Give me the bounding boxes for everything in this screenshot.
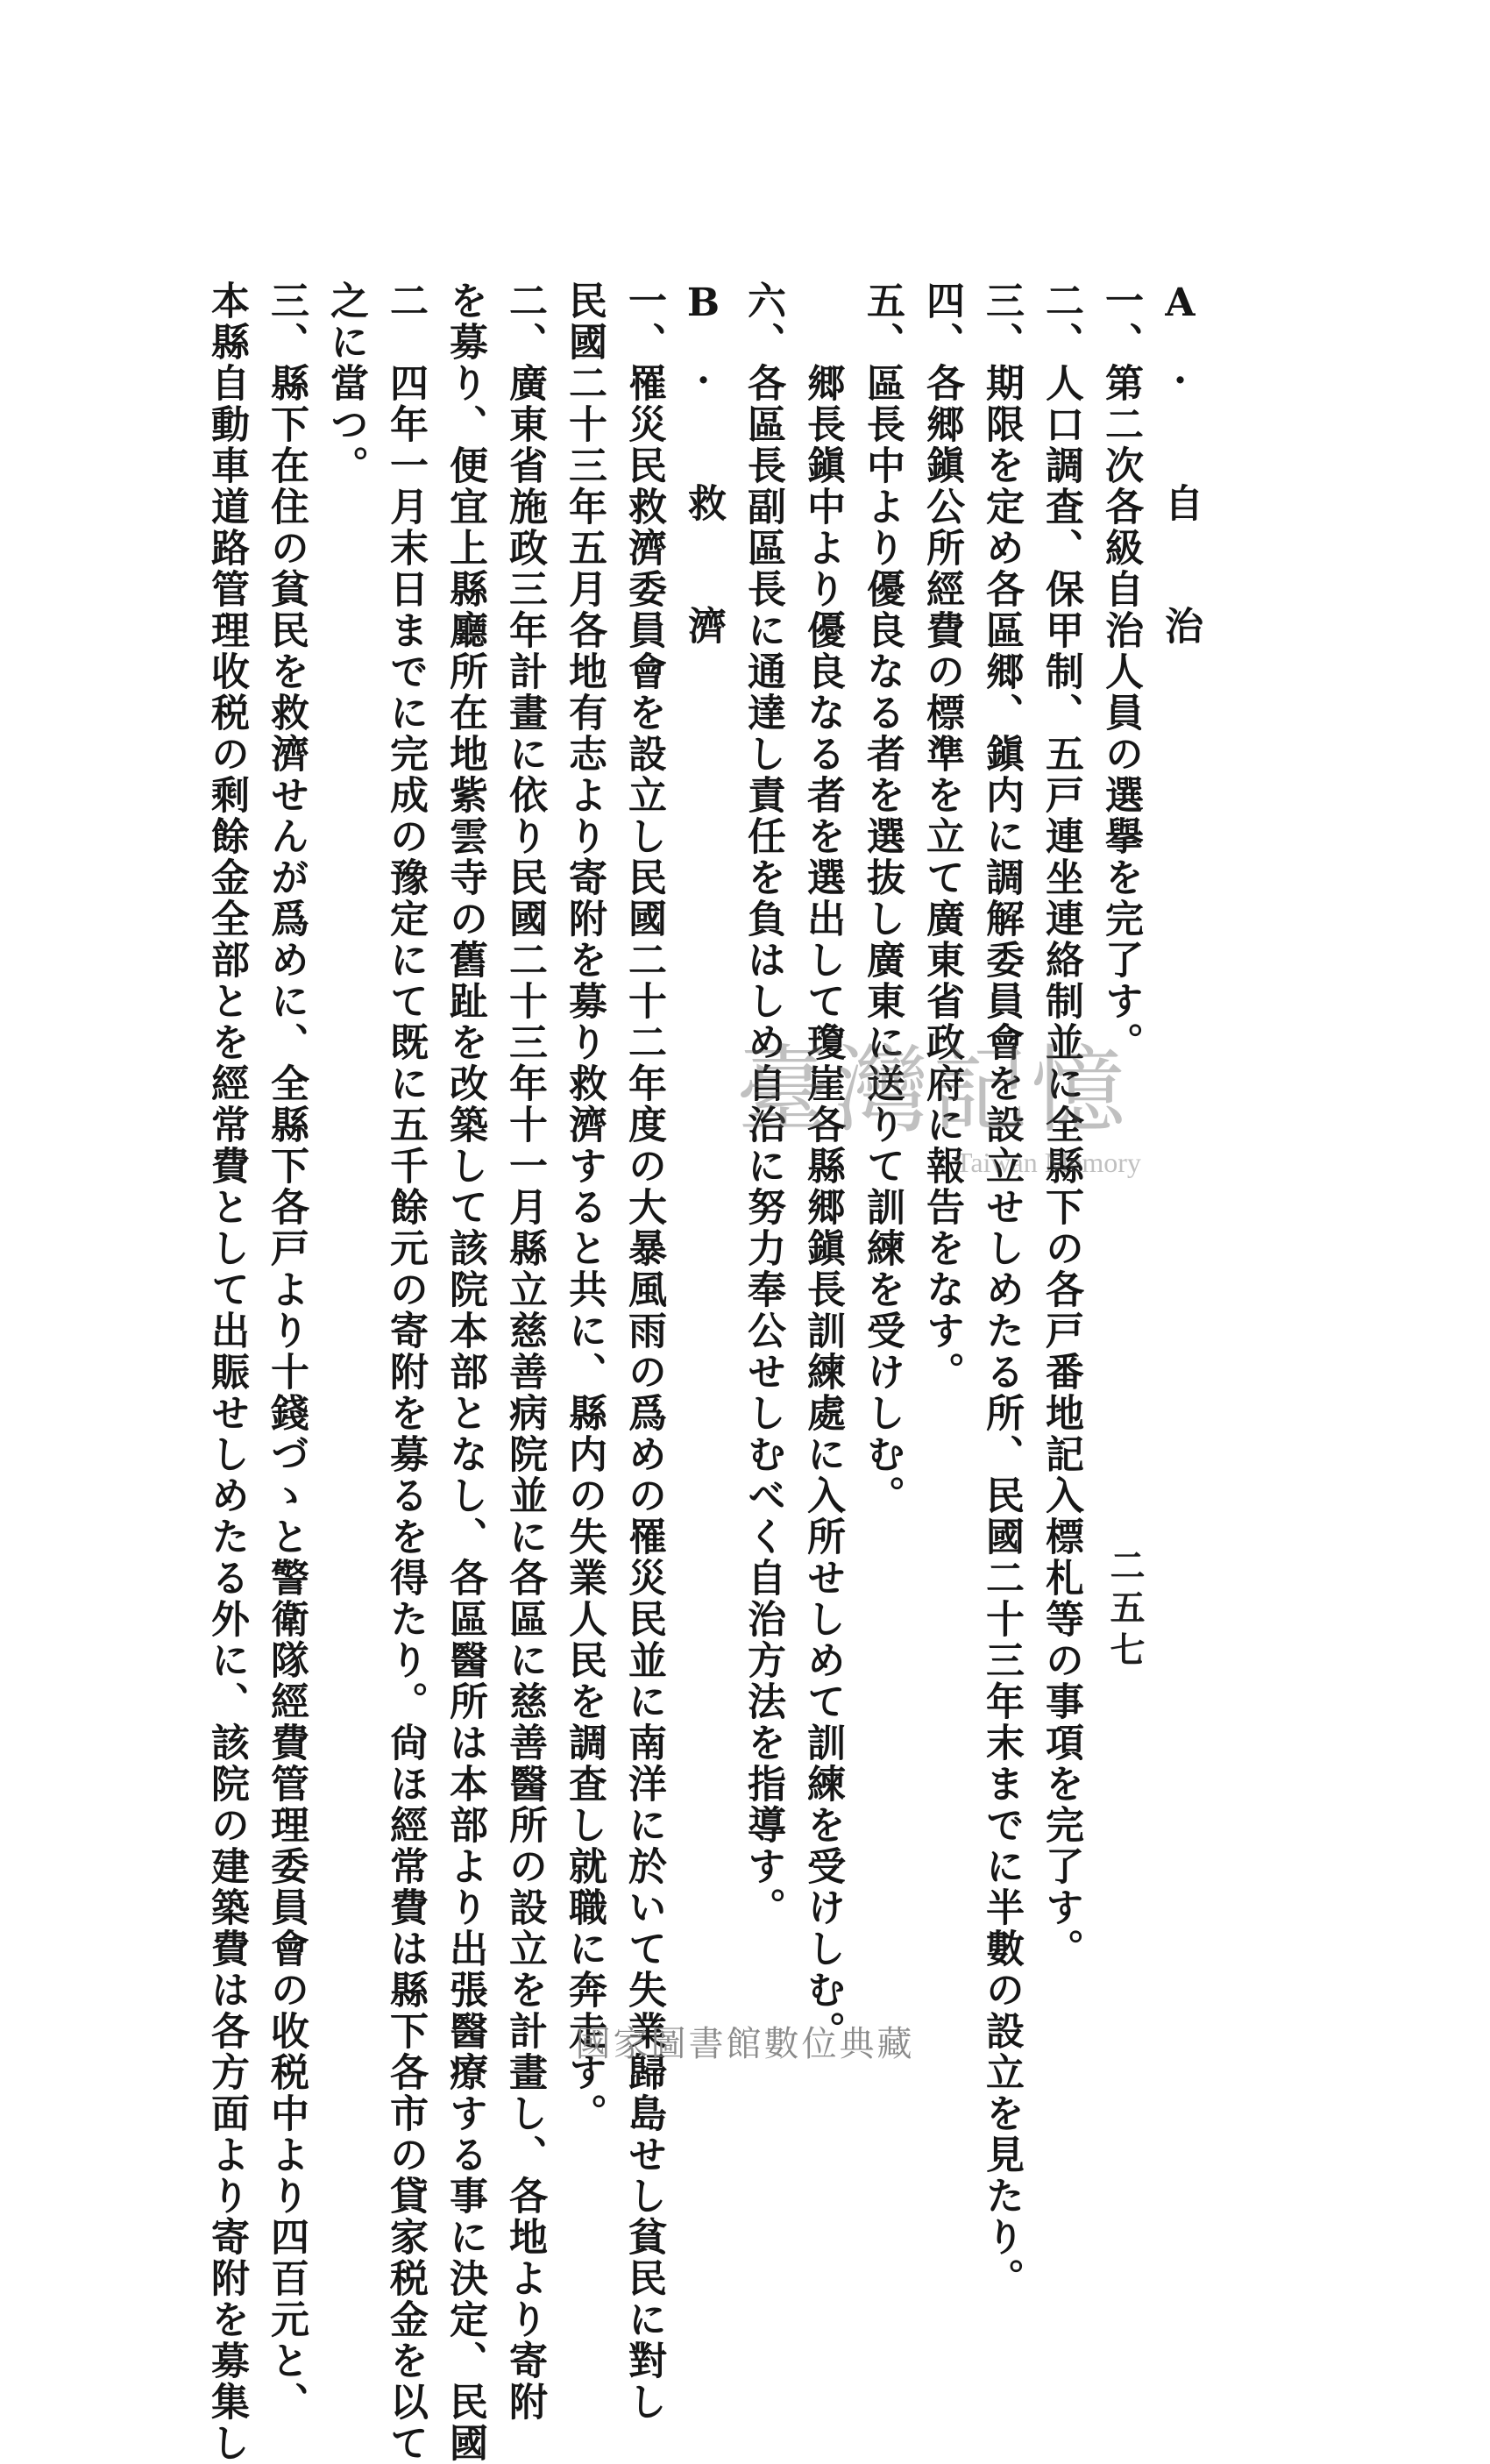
- item-5-part-1: 五、區長中より優良なる者を選抜し廣東に送りて訓練を受けしむ。: [860, 280, 905, 1516]
- item-1: 一、第二次各級自治人員の選擧を完了す。: [1098, 280, 1143, 1063]
- item-2: 二、人口調査、保甲制、五戸連坐連絡制並に全縣下の各戸番地記入標札等の事項を完了す。: [1039, 280, 1083, 1970]
- item-4: 四、各郷鎭公所經費の標準を立て廣東省政府に報告をなす。: [919, 280, 964, 1393]
- watermark-title: 臺灣記憶: [736, 1036, 1130, 1146]
- section-a-heading: A. 自 治: [1158, 280, 1203, 667]
- item-3: 三、期限を定め各區郷、鎭内に調解委員會を設立せしめたる所、民國二十三年末までに半數の設立を見たり。: [979, 280, 1024, 2299]
- watermark-subtitle: Taiwan Memory: [955, 1147, 1141, 1178]
- item-5-part-2: 郷長鎭中より優良なる者を選出して瓊崖各縣郷鎭長訓練處に入所せしめて訓練を受けしむ。: [800, 280, 845, 2052]
- relief-item-3-line-2: 本縣自動車道路管理收税の剩餘金全部とを經常費として出賑せしめたる外に、該院の建築費は各方面より寄附を募集し: [204, 280, 249, 2464]
- relief-item-1-line-1: 一、罹災民救濟委員會を設立し民國二十二年度の大暴風雨の爲めの罹災民並に南洋に於いて失業歸島せし貧民に對し: [621, 280, 666, 2423]
- relief-item-2-line-2: を募り、便宜上縣廳所在地紫雲寺の舊趾を改築して該院本部となし、各區醫所は本部より出張醫療する事に決定、民國: [443, 280, 487, 2464]
- relief-item-2-line-3: 二 四年一月末日までに完成の豫定にて既に五千餘元の寄附を募るを得たり。尙ほ經常費は縣下各市の貸家税金を以て: [383, 280, 428, 2464]
- relief-item-3-line-1: 三、縣下在住の貧民を救濟せんが爲めに、全縣下各戸より十錢づゝと警衛隊經費管理委員會の收税中より四百元と、: [264, 280, 309, 2423]
- section-b-heading: B. 救 濟: [681, 280, 726, 667]
- relief-item-1-line-2: 民國二十三年五月各地有志より寄附を募り救濟すると共に、縣内の失業人民を調査し就職に奔走す。: [562, 280, 607, 2134]
- item-6: 六、各區長副區長に通達し責任を負はしめ自治に努力奉公せしむべく自治方法を指導す。: [741, 280, 785, 1928]
- relief-item-2-line-1: 二、廣東省施政三年計畫に依り民國二十三年十一月縣立慈善病院並に各區に慈善醫所の設立を計畫し、各地より寄附: [502, 280, 547, 2423]
- footer-collection-label: 國家圖書館數位典藏: [575, 2024, 915, 2064]
- relief-item-2-line-4: 之に當つ。: [323, 280, 368, 486]
- page-number: 二五七: [1104, 1547, 1146, 1673]
